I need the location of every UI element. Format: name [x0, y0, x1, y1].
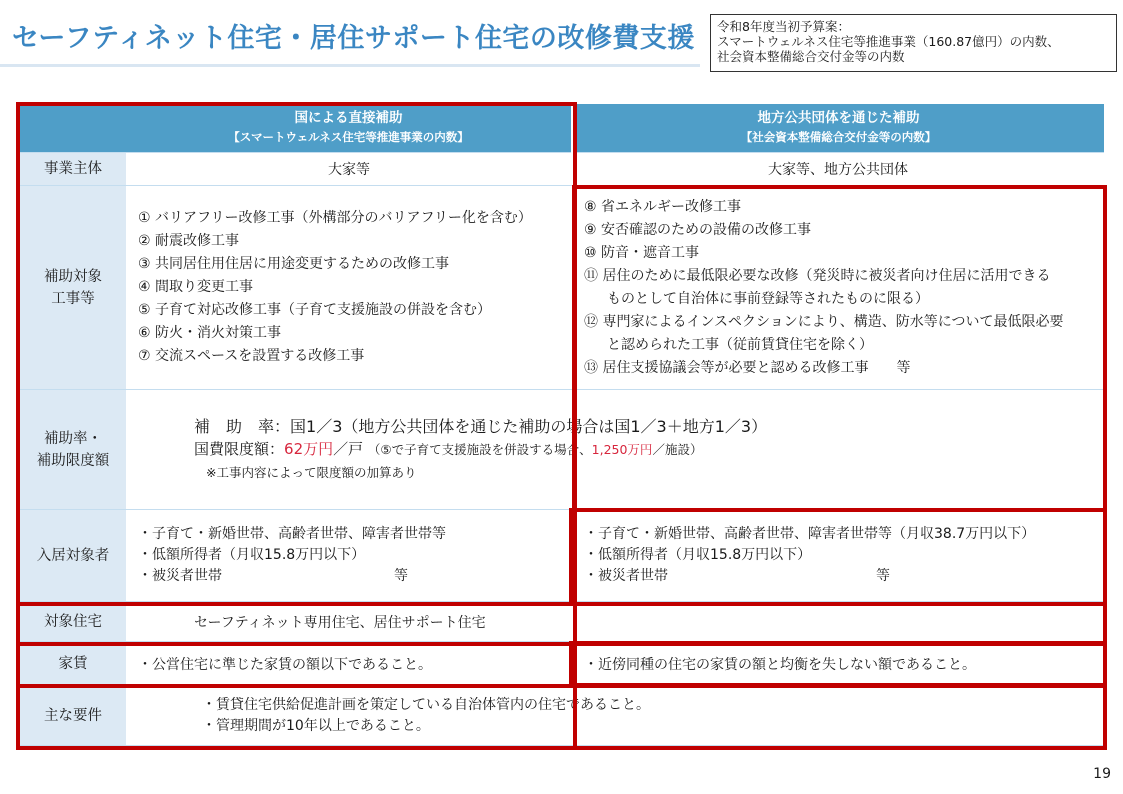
label-works-line: 補助対象 — [44, 268, 102, 285]
work-item: ③ 共同居住用住居に用途変更するための改修工事 — [138, 256, 449, 272]
work-item: ① バリアフリー改修工事（外構部分のバリアフリー化を含む） — [138, 210, 532, 226]
work-item: ⑫ 専門家によるインスペクションにより、構造、防水等について最低限必要 — [584, 313, 1064, 330]
tenant-etc: 等 — [394, 568, 408, 584]
work-item-continuation: と認められた工事（従前賃貸住宅を除く） — [607, 336, 873, 353]
label-rate — [20, 390, 126, 510]
rate-note: ※工事内容によって限度額の加算あり — [206, 465, 417, 480]
tenant-item: ・被災者世帯 — [584, 568, 668, 584]
limit-label: 国費限度額 — [194, 440, 270, 458]
work-item: ⑬ 居住支援協議会等が必要と認める改修工事 等 — [584, 359, 911, 376]
operator-local: 大家等、地方公共団体 — [572, 153, 1104, 186]
rate-line — [194, 415, 1104, 438]
header-direct-sub: 【スマートウェルネス住宅等推進事業の内数】 — [228, 130, 469, 144]
title-underline — [0, 64, 700, 67]
rate-label: 補 助 率 — [194, 417, 275, 436]
work-item: ⑩ 防音・遮音工事 — [584, 244, 700, 261]
page-title: セーフティネット住宅・居住サポート住宅の改修費支援 — [12, 23, 695, 54]
header-direct — [126, 104, 572, 153]
limit-unit: ／戸 — [333, 440, 364, 458]
rate-cell — [126, 390, 1104, 510]
requirement-item: ・賃貸住宅供給促進計画を策定している自治体管内の住宅であること。 — [202, 696, 650, 713]
label-works-line: 工事等 — [51, 290, 95, 307]
page-number: 19 — [1093, 766, 1111, 782]
header-local-title: 地方公共団体を通じた補助 — [757, 110, 920, 126]
work-item: ⑤ 子育て対応改修工事（子育て支援施設の併設を含む） — [138, 302, 491, 318]
limit-amount: 62万円 — [284, 440, 334, 458]
tenant-item: ・子育て・新婚世帯、高齢者世帯、障害者世帯等（月収38.7万円以下） — [584, 526, 1036, 542]
requirement-item: ・管理期間が10年以上であること。 — [202, 717, 430, 734]
work-item: ⑥ 防火・消火対策工事 — [138, 325, 282, 341]
tenant-etc: 等 — [876, 568, 890, 584]
works-direct — [126, 186, 572, 390]
row-housing — [20, 602, 1104, 642]
operator-direct: 大家等 — [126, 153, 572, 186]
label-housing: 対象住宅 — [20, 602, 126, 642]
budget-line: スマートウェルネス住宅等推進事業（160.87億円）の内数、 — [717, 34, 1060, 49]
work-item: ⑪ 居住のために最低限必要な改修（発災時に被災者向け住居に活用できる — [584, 267, 1051, 284]
label-tenants: 入居対象者 — [20, 510, 126, 602]
row-requirements — [20, 686, 1104, 746]
tenant-item: ・低額所得者（月収15.8万円以下） — [584, 547, 812, 563]
label-rate-line: 補助限度額 — [36, 452, 110, 469]
row-works — [20, 186, 1104, 390]
works-local — [572, 186, 1104, 390]
header-row — [20, 104, 1104, 153]
row-tenants — [20, 510, 1104, 602]
budget-line: 令和8年度当初予算案： — [717, 19, 850, 34]
requirements-value — [126, 686, 1104, 746]
rate-value: ：国1／3（地方公共団体を通じた補助の場合は国1／3＋地方1／3） — [274, 417, 768, 436]
tenant-item: ・子育て・新婚世帯、高齢者世帯、障害者世帯等 — [138, 526, 446, 542]
work-item: ⑧ 省エネルギー改修工事 — [584, 198, 742, 215]
header-corner — [20, 104, 126, 153]
row-operator — [20, 153, 1104, 186]
rent-direct: ・公営住宅に準じた家賃の額以下であること。 — [126, 642, 572, 686]
housing-value: セーフティネット専用住宅、居住サポート住宅 — [126, 602, 1104, 642]
limit-note-pre: （⑤で子育て支援施設を併設する場合、 — [367, 442, 592, 457]
work-item: ④ 間取り変更工事 — [138, 279, 254, 295]
limit-note — [368, 442, 703, 457]
header-local — [572, 104, 1104, 153]
label-rate-line: 補助率・ — [44, 430, 102, 447]
work-item: ② 耐震改修工事 — [138, 233, 240, 249]
label-works — [20, 186, 126, 390]
limit-note-amount: 1,250万円 — [591, 442, 653, 457]
tenants-direct — [126, 510, 572, 602]
label-rent: 家賃 — [20, 642, 126, 686]
tenant-item-last — [138, 566, 572, 587]
rent-local: ・近傍同種の住宅の家賃の額と均衡を失しない額であること。 — [572, 642, 1104, 686]
row-rate — [20, 390, 1104, 510]
label-operator: 事業主体 — [20, 153, 126, 186]
budget-box — [710, 14, 1117, 72]
work-item-continuation: ものとして自治体に事前登録等されたものに限る） — [607, 290, 929, 307]
budget-line: 社会資本整備総合交付金等の内数 — [717, 49, 905, 64]
header-local-sub: 【社会資本整備総合交付金等の内数】 — [740, 130, 937, 144]
limit-note-post: ／施設） — [652, 442, 703, 457]
tenant-item: ・被災者世帯 — [138, 568, 222, 584]
work-item: ⑦ 交流スペースを設置する改修工事 — [138, 348, 365, 364]
tenant-item: ・低額所得者（月収15.8万円以下） — [138, 547, 366, 563]
header-direct-title: 国による直接補助 — [294, 110, 403, 126]
work-item: ⑨ 安否確認のための設備の改修工事 — [584, 221, 812, 238]
tenant-item-last — [584, 566, 1104, 587]
subsidy-table — [20, 104, 1104, 746]
label-requirements: 主な要件 — [20, 686, 126, 746]
limit-line — [194, 438, 1104, 461]
limit-colon: ： — [269, 440, 285, 458]
tenants-local — [572, 510, 1104, 602]
row-rent — [20, 642, 1104, 686]
